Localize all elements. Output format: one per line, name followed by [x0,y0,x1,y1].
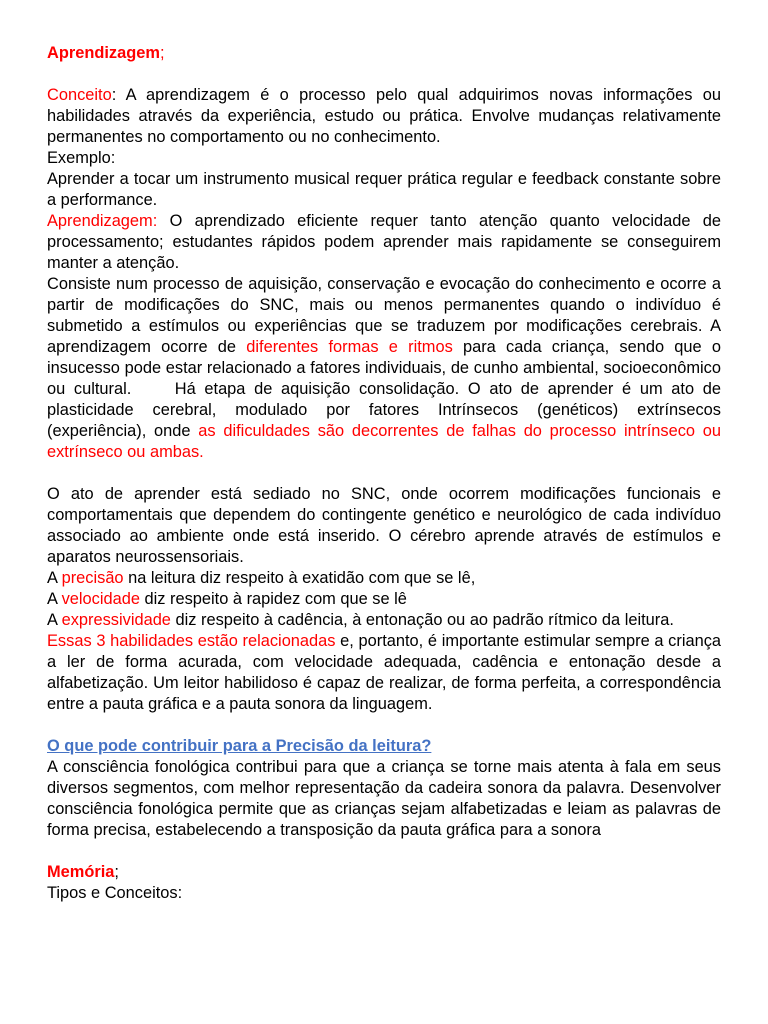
consiste-highlight2: as dificuldades são decorrentes de falhas do processo intrínseco ou extrínseco ou ambas. [47,422,722,461]
conceito-text: : A aprendizagem é o processo pelo qual adquirimos novas informações ou habilidades através da experiência, estudo ou prática. Envolve mudanças relativamente permanentes no comportamento ou no conhecimento. [47,86,721,146]
precisao-section-link[interactable]: O que pode contribuir para a Precisão da leitura? [47,737,432,755]
paragraph-aprendizagem-note [47,211,721,274]
line-expressividade [47,610,721,631]
aprendizagem-note-label: Aprendizagem: [47,212,158,230]
paragraph-consciencia: A consciência fonológica contribui para que a criança se torne mais atenta à fala em seus diversos segmentos, com melhor representação da cadeira sonora da palavra. Desenvolver consciência fonológica permite que as crianças sejam alfabetizadas e leiam as palavras de forma precisa, estabelecendo a transposição da pauta gráfica para a sonora [47,758,721,839]
line-velocidade [47,589,721,610]
velocidade-post: diz respeito à rapidez com que se lê [139,590,407,608]
line-precisao [47,568,721,589]
consiste-part1: Consiste num processo de aquisição, conservação e evocação do conhecimento e ocorre a partir de modificações do SNC, mais ou menos permanentes quando o indivíduo é submetido a estímulos ou experiências que se traduzem por modificações cerebrais. A aprendizagem ocorre de [47,275,721,356]
document-page [47,43,726,904]
expressividade-post: diz respeito à cadência, à entonação ou ao padrão rítmico da leitura. [170,611,674,629]
heading-memoria-label: Memória [47,863,115,881]
spacer [47,463,721,484]
consiste-highlight1: diferentes formas e ritmos [246,338,453,356]
expressividade-word: expressividade [61,611,171,629]
paragraph-habilidades [47,631,721,715]
heading-memoria-punct: ; [114,863,119,881]
tipos-conceitos: Tipos e Conceitos: [47,884,183,902]
precisao-pre: A [47,569,62,587]
heading-aprendizagem [47,43,721,64]
paragraph-exemplo: Aprender a tocar um instrumento musical requer prática regular e feedback constante sobre a performance. [47,170,721,209]
spacer [47,841,721,862]
paragraph-conceito [47,85,721,148]
spacer [47,715,721,736]
habilidades-text: e, portanto, é importante estimular sempre a criança a ler de forma acurada, com velocidade adequada, cadência e entonação desde a alfabetização. Um leitor habilidoso é capaz de realizar, de forma perfeita, a correspondência entre a pauta gráfica e a pauta sonora da linguagem. [47,632,722,713]
precisao-word: precisão [61,569,124,587]
paragraph-ato: O ato de aprender está sediado no SNC, onde ocorrem modificações funcionais e comportamentais que dependem do contingente genético e neurológico de cada indivíduo associado ao ambiente onde está inserido. O cérebro aprende através de estímulos e aparatos neurossensoriais. [47,485,721,566]
heading-aprendizagem-punct: ; [159,44,165,62]
expressividade-pre: A [47,611,62,629]
heading-aprendizagem-label: Aprendizagem [47,44,160,62]
consiste-part2: para cada criança, sendo que o insucesso pode estar relacionado a fatores individuais, de cunho ambiental, socioeconômico ou cultural. Há etapa de aquisição consolidação. O ato de aprender é um ato de plasticidade cerebral, modulado por fatores Intrínsecos (genéticos) extrínsecos (experiência), onde [47,338,726,440]
habilidades-highlight: Essas 3 habilidades estão relacionadas [47,632,336,650]
precisao-section-title[interactable] [47,736,721,757]
precisao-post: na leitura diz respeito à exatidão com que se lê, [123,569,476,587]
exemplo-label: Exemplo: [47,149,116,167]
conceito-label: Conceito [47,86,112,104]
aprendizagem-note-text: O aprendizado eficiente requer tanto atenção quanto velocidade de processamento; estudantes rápidos podem aprender mais rapidamente se conseguirem manter a atenção. [47,212,721,272]
velocidade-word: velocidade [61,590,140,608]
velocidade-pre: A [47,590,62,608]
spacer [47,64,721,85]
paragraph-consiste [47,274,726,463]
heading-memoria [47,862,721,883]
